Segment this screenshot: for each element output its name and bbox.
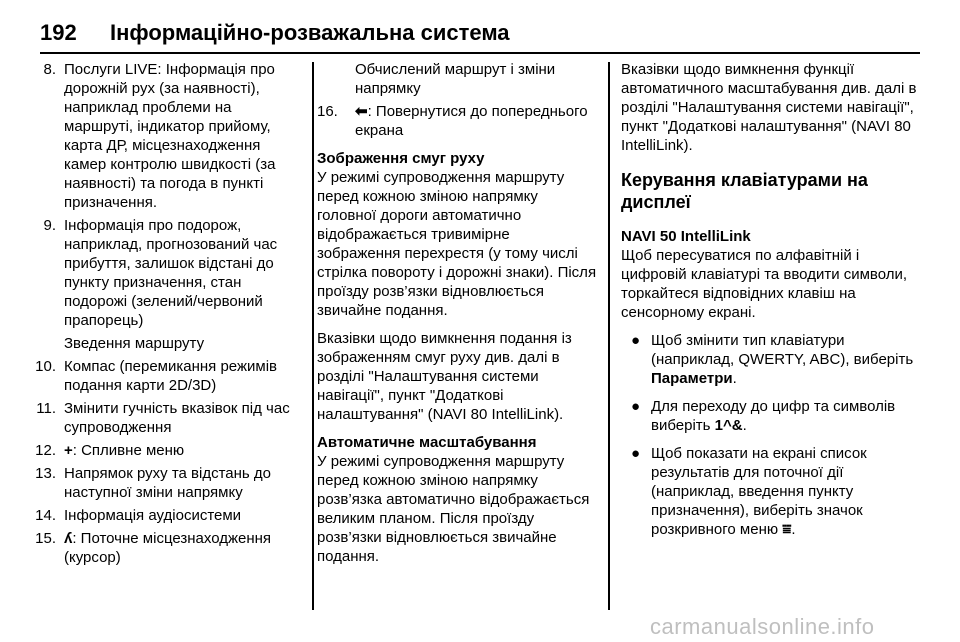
list-item xyxy=(0,399,300,437)
bullet-icon: ● xyxy=(631,398,641,415)
column-3 xyxy=(621,60,921,548)
column-2 xyxy=(317,60,597,575)
item-text: Інформація про подорож, наприклад, прогнозований час прибуття, залишок відстані до пункту призначення, стан подорожі (зелений/червоний прапорець) xyxy=(64,217,278,329)
auto-zoom-note: Вказівки щодо вимкнення функції автоматичного масштабування див. далі в розділі "Налаштування системи навігації", пункт "Додаткові налаштування" (NAVI 80 IntelliLink). xyxy=(621,61,917,154)
item-number: 9. xyxy=(43,217,56,234)
list-item xyxy=(0,529,300,567)
bullet-text: Для переходу до цифр та символів виберіть xyxy=(651,398,896,434)
item-number: 13. xyxy=(35,465,56,482)
continued-text: Обчислений маршрут і зміни напрямку xyxy=(355,61,556,97)
page-title: Інформаційно-розважальна система xyxy=(110,20,510,45)
bullet-bold: 1^& xyxy=(714,417,743,434)
bullet-item xyxy=(621,331,921,388)
section-text: Щоб пересуватися по алфавітній і цифровій клавіатурі та вводити символи, торкайтеся відповідних клавіш на сенсорному екрані. xyxy=(621,247,908,321)
list-item xyxy=(0,441,300,460)
lane-view-section xyxy=(317,149,597,320)
plus-icon: + xyxy=(64,442,73,459)
section-heading: Керування клавіатурами на дисплеї xyxy=(621,170,868,212)
bullet-end: . xyxy=(732,370,737,387)
item-number: 15. xyxy=(35,530,56,547)
back-arrow-icon: ⬅ xyxy=(355,103,368,120)
bullet-end: . xyxy=(791,521,796,538)
list-item xyxy=(0,464,300,502)
section-title: Зображення смуг руху xyxy=(317,150,485,167)
bullet-text: Щоб показати на екрані список результатів для поточної дії (наприклад, введення пункту призначення), виберіть значок розкривного меню xyxy=(651,445,867,538)
bullet-end: . xyxy=(742,417,747,434)
list-item xyxy=(0,60,300,212)
auto-zoom-section xyxy=(317,433,597,566)
list-item xyxy=(0,357,300,395)
item-text: Напрямок руху та відстань до наступної зміни напрямку xyxy=(64,465,271,501)
item-number: 12. xyxy=(35,442,56,459)
section-title: NAVI 50 IntelliLink xyxy=(621,228,751,245)
section-title: Автоматичне масштабування xyxy=(317,434,537,451)
item-number: 10. xyxy=(35,358,56,375)
item-number: 11. xyxy=(36,400,56,417)
item-text: Змінити гучність вказівок під час супроводження xyxy=(64,400,290,436)
item-text: Компас (перемикання режимів подання карти 2D/3D) xyxy=(64,358,277,394)
list-item xyxy=(0,506,300,525)
list-item xyxy=(0,216,300,330)
item-text: : Повернутися до попереднього екрана xyxy=(355,103,588,139)
list-item xyxy=(317,102,597,140)
bullet-item xyxy=(621,397,921,435)
page-number: 192 xyxy=(40,20,77,45)
item-text: : Поточне місцезнаходження (курсор) xyxy=(64,530,272,566)
column-divider-1 xyxy=(312,62,314,610)
column-divider-2 xyxy=(608,62,610,610)
item-text: : Спливне меню xyxy=(72,442,185,459)
page-header xyxy=(0,0,960,52)
header-rule xyxy=(40,52,920,54)
column-1 xyxy=(0,60,300,571)
cursor-icon: ʎ xyxy=(64,530,73,547)
section-text: У режимі супроводження маршруту перед кожною зміною напрямку розв’язка автоматично відображається великим планом. Після проїзду розв’язки відновлюється звичайне подання. xyxy=(317,453,590,565)
item-number: 14. xyxy=(35,507,56,524)
item-number: 8. xyxy=(43,61,56,78)
item-text: Послуги LIVE: Інформація про дорожній рух (за наявності), наприклад проблеми на маршруті, індикатор прийому, карта ДР, місцезнаходження камер контролю швидкості (за наявності) та погода в пункті призначення. xyxy=(64,61,276,211)
bullet-text: Щоб змінити тип клавіатури (наприклад, QWERTY, ABC), виберіть xyxy=(651,332,914,368)
dropdown-menu-icon: ⩸ xyxy=(782,521,792,538)
bullet-bold: Параметри xyxy=(651,370,733,387)
watermark: carmanualsonline.info xyxy=(650,614,875,639)
bullet-item xyxy=(621,444,921,539)
section-text: У режимі супроводження маршруту перед кожною зміною напрямку головної дороги автоматично відображається тривимірне зображення перехрестя (у тому числі стрілка повороту і дорожні знаки). Після проїзду розв’язки відновлюється звичайне подання. xyxy=(317,169,597,319)
navi50-section xyxy=(621,227,921,322)
lane-view-note: Вказівки щодо вимкнення подання із зображенням смуг руху див. далі в розділі "Налаштування системи навігації", пункт "Додаткові налаштування" (NAVI 80 IntelliLink). xyxy=(317,330,572,423)
item-text: Інформація аудіосистеми xyxy=(64,507,242,524)
bullet-icon: ● xyxy=(631,445,641,462)
item-number: 16. xyxy=(317,103,338,120)
route-summary-label: Зведення маршруту xyxy=(64,335,205,352)
bullet-icon: ● xyxy=(631,332,641,349)
